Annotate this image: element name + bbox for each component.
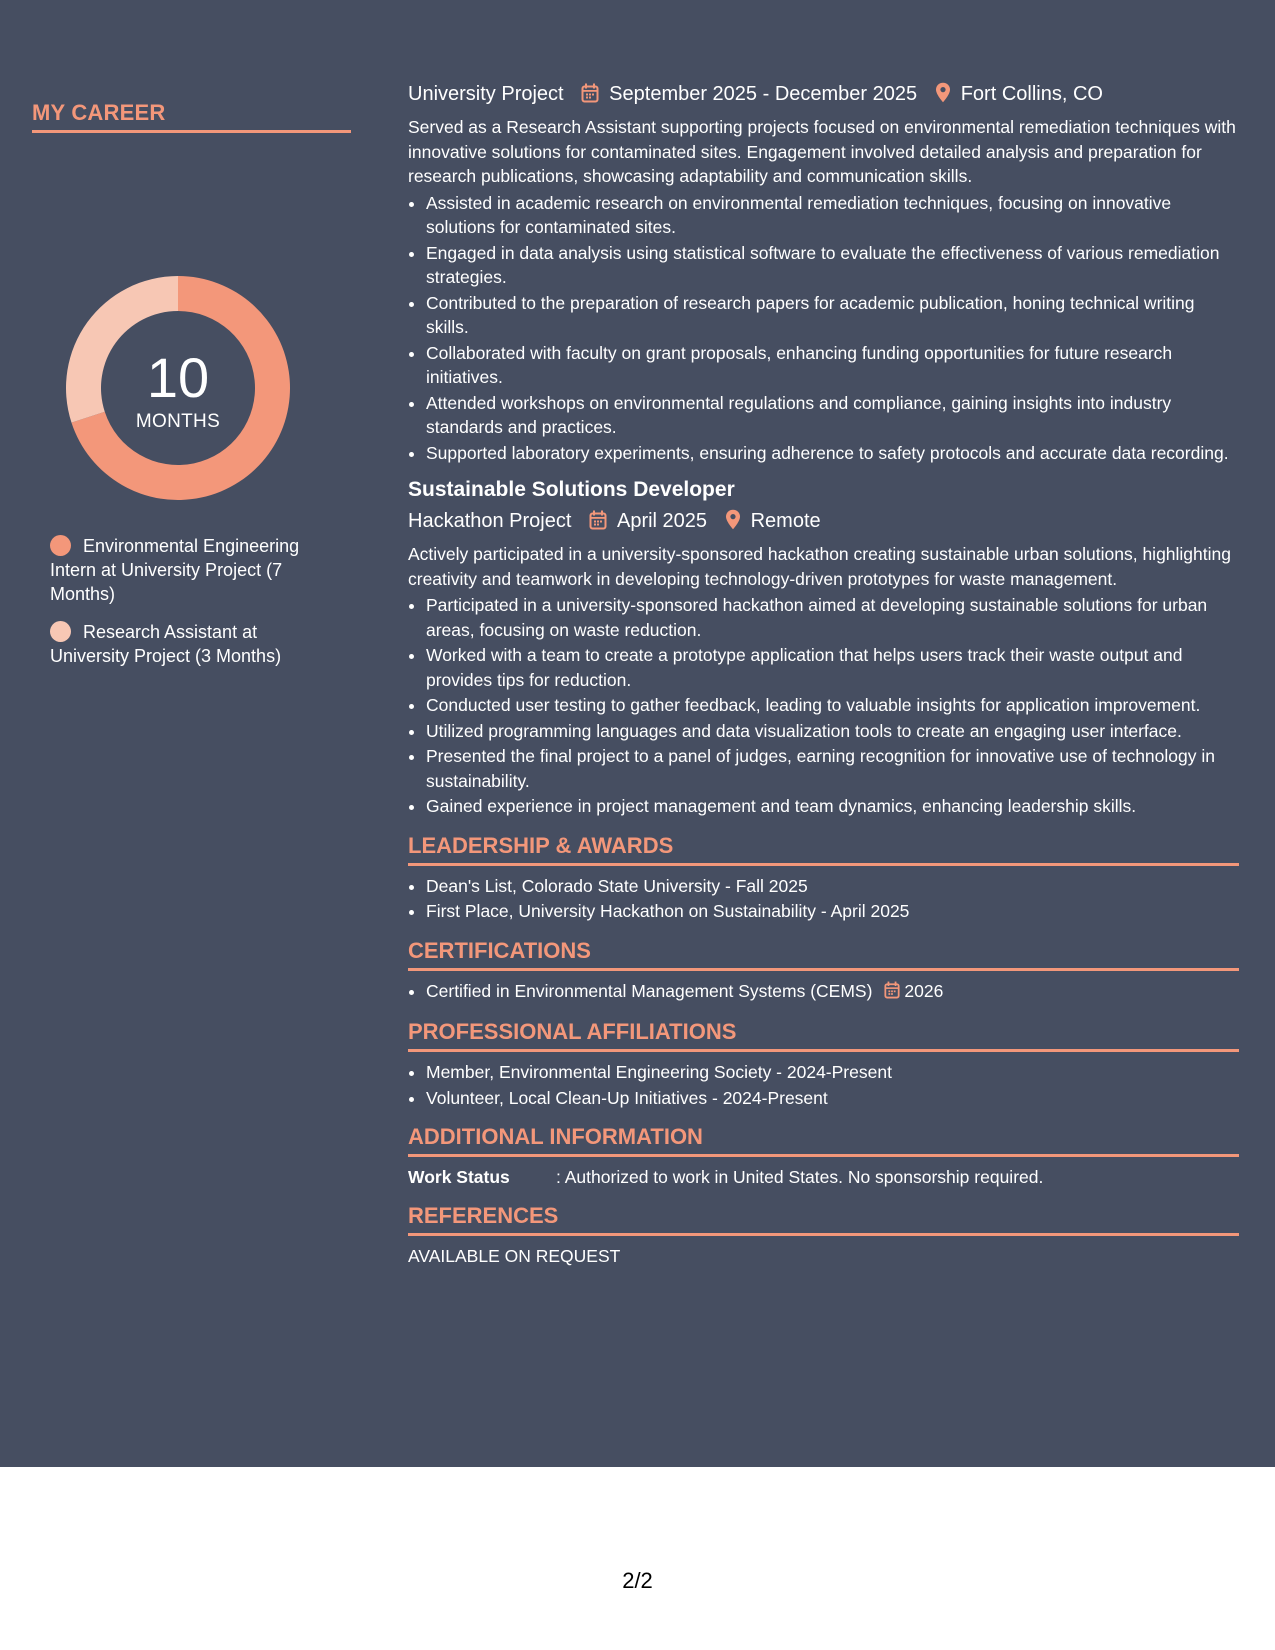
- career-heading: MY CAREER: [32, 100, 166, 125]
- section-heading: REFERENCES: [408, 1203, 559, 1228]
- section-certifications: [408, 936, 1239, 1006]
- experience-entry: [408, 78, 1239, 465]
- leadership-item: • Dean's List, Colorado State University - Fall 2025: [426, 874, 1239, 899]
- job-bullet: • Attended workshops on environmental regulations and compliance, gaining insights into industry standards and practices.: [426, 391, 1239, 440]
- job-bullet: • Conducted user testing to gather feedback, leading to valuable insights for application improvement.: [426, 693, 1239, 718]
- legend-label: Research Assistant at University Project (3 Months): [50, 622, 282, 666]
- section-additional-information: [408, 1122, 1239, 1189]
- job-bullet: • Collaborated with faculty on grant proposals, enhancing funding opportunities for future research initiatives.: [426, 341, 1239, 390]
- job-bullet: • Utilized programming languages and data visualization tools to create an engaging user interface.: [426, 719, 1239, 744]
- legend-label: Environmental Engineering Intern at University Project (7 Months): [50, 536, 300, 604]
- section-references: [408, 1201, 1239, 1269]
- location-pin-icon: [725, 508, 741, 540]
- affiliations-list: [408, 1060, 1239, 1110]
- career-legend: [50, 534, 340, 682]
- legend-item: [50, 534, 340, 606]
- section-rule: [408, 1049, 1239, 1052]
- job-company: Hackathon Project: [408, 510, 572, 532]
- affiliation-item: • Volunteer, Local Clean-Up Initiatives - 2024-Present: [426, 1086, 1239, 1111]
- job-summary: Served as a Research Assistant supporting projects focused on environmental remediation techniques with innovative solutions for contaminated sites. Engagement involved detailed analysis and preparation for research publications, showcasing adaptability and communication skills.: [408, 117, 1236, 186]
- section-heading: PROFESSIONAL AFFILIATIONS: [408, 1019, 737, 1044]
- section-rule: [408, 1233, 1239, 1236]
- work-status-label: Work Status: [408, 1167, 510, 1187]
- job-bullet: • Presented the final project to a panel of judges, earning recognition for innovative use of technology in sustainability.: [426, 744, 1239, 793]
- job-company: University Project: [408, 83, 564, 105]
- calendar-icon: [589, 508, 607, 540]
- section-affiliations: [408, 1017, 1239, 1110]
- job-summary: Actively participated in a university-sponsored hackathon creating sustainable urban solutions, highlighting creativity and teamwork in developing technology-driven prototypes for waste management.: [408, 544, 1231, 589]
- job-dates: April 2025: [616, 510, 708, 532]
- calendar-icon: [581, 81, 599, 113]
- job-bullet: • Supported laboratory experiments, ensuring adherence to safety protocols and accurate data recording.: [426, 441, 1239, 466]
- main-column: [408, 78, 1239, 1269]
- legend-dot-icon: [50, 621, 71, 642]
- job-location: Remote: [750, 510, 821, 532]
- certifications-list: [408, 979, 1239, 1006]
- job-bullet: • Participated in a university-sponsored hackathon aimed at developing sustainable solutions for urban areas, focusing on waste reduction.: [426, 593, 1239, 642]
- leadership-item: • First Place, University Hackathon on Sustainability - April 2025: [426, 899, 1239, 924]
- donut-total-unit: MONTHS: [135, 411, 221, 432]
- job-meta: [408, 505, 1239, 537]
- section-heading: LEADERSHIP & AWARDS: [408, 832, 674, 858]
- job-meta: [408, 78, 1239, 110]
- work-status-value: : Authorized to work in United States. No sponsorship required.: [556, 1167, 1044, 1187]
- references-text: AVAILABLE ON REQUEST: [408, 1246, 621, 1266]
- job-title: Sustainable Solutions Developer: [408, 478, 735, 501]
- job-bullets: [408, 191, 1239, 466]
- section-leadership: [408, 831, 1239, 924]
- section-rule: [408, 863, 1239, 866]
- section-heading: ADDITIONAL INFORMATION: [408, 1124, 703, 1149]
- calendar-icon: [884, 981, 900, 1006]
- job-bullet: • Contributed to the preparation of research papers for academic publication, honing technical writing skills.: [426, 291, 1239, 340]
- job-bullet: • Gained experience in project management and team dynamics, enhancing leadership skills.: [426, 794, 1239, 819]
- certification-name: Certified in Environmental Management Systems (CEMS): [426, 980, 873, 1001]
- career-heading-rule: [32, 130, 351, 133]
- job-bullet: • Assisted in academic research on environmental remediation techniques, focusing on innovative solutions for contaminated sites.: [426, 191, 1239, 240]
- affiliation-item: • Member, Environmental Engineering Society - 2024-Present: [426, 1060, 1239, 1085]
- location-pin-icon: [935, 81, 951, 113]
- legend-dot-icon: [50, 535, 71, 556]
- page-number: 2/2: [622, 1568, 653, 1593]
- section-heading: CERTIFICATIONS: [408, 937, 591, 963]
- job-bullet: • Worked with a team to create a prototype application that helps users track their waste output and provides tips for reduction.: [426, 643, 1239, 692]
- experience-entry: [408, 475, 1239, 819]
- section-rule: [408, 1154, 1239, 1157]
- career-donut-chart: [66, 276, 290, 500]
- job-location: Fort Collins, CO: [960, 83, 1103, 105]
- leadership-list: [408, 874, 1239, 924]
- certification-year: 2026: [904, 980, 944, 1001]
- job-bullet: • Engaged in data analysis using statistical software to evaluate the effectiveness of various remediation strategies.: [426, 241, 1239, 290]
- job-dates: September 2025 - December 2025: [609, 83, 918, 105]
- job-bullets: [408, 593, 1239, 819]
- section-rule: [408, 968, 1239, 971]
- certification-item: [426, 979, 1239, 1006]
- sidebar: [32, 98, 352, 666]
- donut-total-number: 10: [146, 346, 210, 409]
- work-status-row: [408, 1165, 1239, 1189]
- legend-item: [50, 620, 340, 668]
